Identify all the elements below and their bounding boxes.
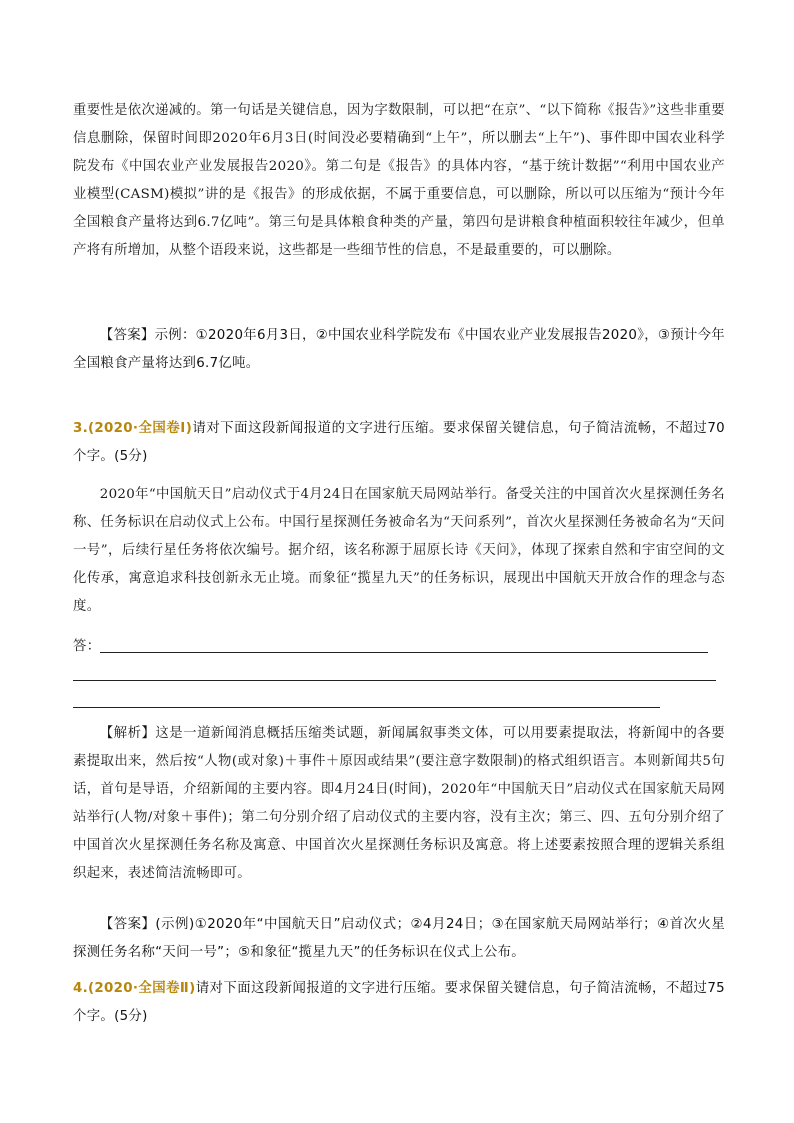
q3-answer-prefix: 答： <box>73 639 101 654</box>
q4-source: (2020·全国卷Ⅱ) <box>88 981 196 996</box>
q3-source: (2020·全国卷Ⅰ) <box>88 421 193 436</box>
q3-passage <box>73 481 725 621</box>
q3-prompt: 请对下面这段新闻报道的文字进行压缩。要求保留关键信息，句子简洁流畅，不超过70个字。(5分) <box>73 421 725 464</box>
q3-answer-label: 【答案】 <box>99 917 156 932</box>
q3-answer-text: (示例)①2020年“中国航天日”启动仪式；②4月24日；③在国家航天局网站举行；④首次火星探测任务名称“天问一号”；⑤和象征“揽星九天”的任务标识在仪式上公布。 <box>73 917 726 960</box>
answer-line-2[interactable] <box>73 680 716 681</box>
q2-answer-text: 示例：①2020年6月3日，②中国农业科学院发布《中国农业产业发展报告2020》，③预计今年全国粮食产量将达到6.7亿吨。 <box>73 328 726 371</box>
q3-passage-text: 2020年“中国航天日”启动仪式于4月24日在国家航天局网站举行。备受关注的中国首次火星探测任务名称、任务标识在启动仪式上公布。中国行星探测任务被命名为“天问系列”，首次火星探测任务被命名为“天问一号”，后续行星任务将依次编号。据介绍，该名称源于屈原长诗《天问》，体现了探索自然和宇宙空间的文化传承，寓意追求科技创新永无止境。而象征“揽星九天”的任务标识，展现出中国航天开放合作的理念与态度。 <box>73 487 725 614</box>
q3-answer <box>73 911 725 967</box>
q3-number: 3. <box>73 421 89 436</box>
q3-analysis-label: 【解析】 <box>99 726 156 741</box>
answer-line-1[interactable] <box>100 652 708 653</box>
q4-number: 4. <box>73 981 89 996</box>
q2-analysis-text: 重要性是依次递减的。第一句话是关键信息，因为字数限制，可以把“在京”、“以下简称《报告》”这些非重要信息删除，保留时间即2020年6月3日(时间没必要精确到“上午”，所以删去“上午”)、事件即中国农业科学院发布《中国农业产业发展报告2020》。第二句是《报告》的具体内容，“基于统计数据”“利用中国农业产业模型(CASM)模拟”讲的是《报告》的形成依据，不属于重要信息，可以删除，所以可以压缩为“预计今年全国粮食产量将达到6.7亿吨”。第三句是具体粮食种类的产量，第四句是讲粮食种植面积较往年减少，但单产将有所增加，从整个语段来说，这些都是一些细节性的信息，不是最重要的，可以删除。 <box>73 103 725 258</box>
q2-analysis-tail <box>73 97 725 265</box>
q4-question <box>73 975 725 1031</box>
q4-prompt: 请对下面这段新闻报道的文字进行压缩。要求保留关键信息，句子简洁流畅，不超过75个字。(5分) <box>73 981 725 1024</box>
q3-analysis <box>73 720 725 888</box>
q3-question <box>73 415 725 471</box>
q3-analysis-text: 这是一道新闻消息概括压缩类试题，新闻属叙事类文体，可以用要素提取法，将新闻中的各要素提取出来，然后按“人物(或对象)＋事件＋原因或结果”(要注意字数限制)的格式组织语言。本则新闻共5句话，首句是导语，介绍新闻的主要内容。即4月24日(时间)，2020年“中国航天日”启动仪式在国家航天局网站举行(人物/对象＋事件)；第二句分别介绍了启动仪式的主要内容，没有主次；第三、四、五句分别介绍了中国首次火星探测任务名称及寓意、中国首次火星探测任务标识及寓意。将上述要素按照合理的逻辑关系组织起来，表述简洁流畅即可。 <box>73 726 725 881</box>
q2-answer-label: 【答案】 <box>99 328 155 343</box>
q2-answer <box>73 322 725 378</box>
answer-line-3[interactable] <box>73 707 660 708</box>
